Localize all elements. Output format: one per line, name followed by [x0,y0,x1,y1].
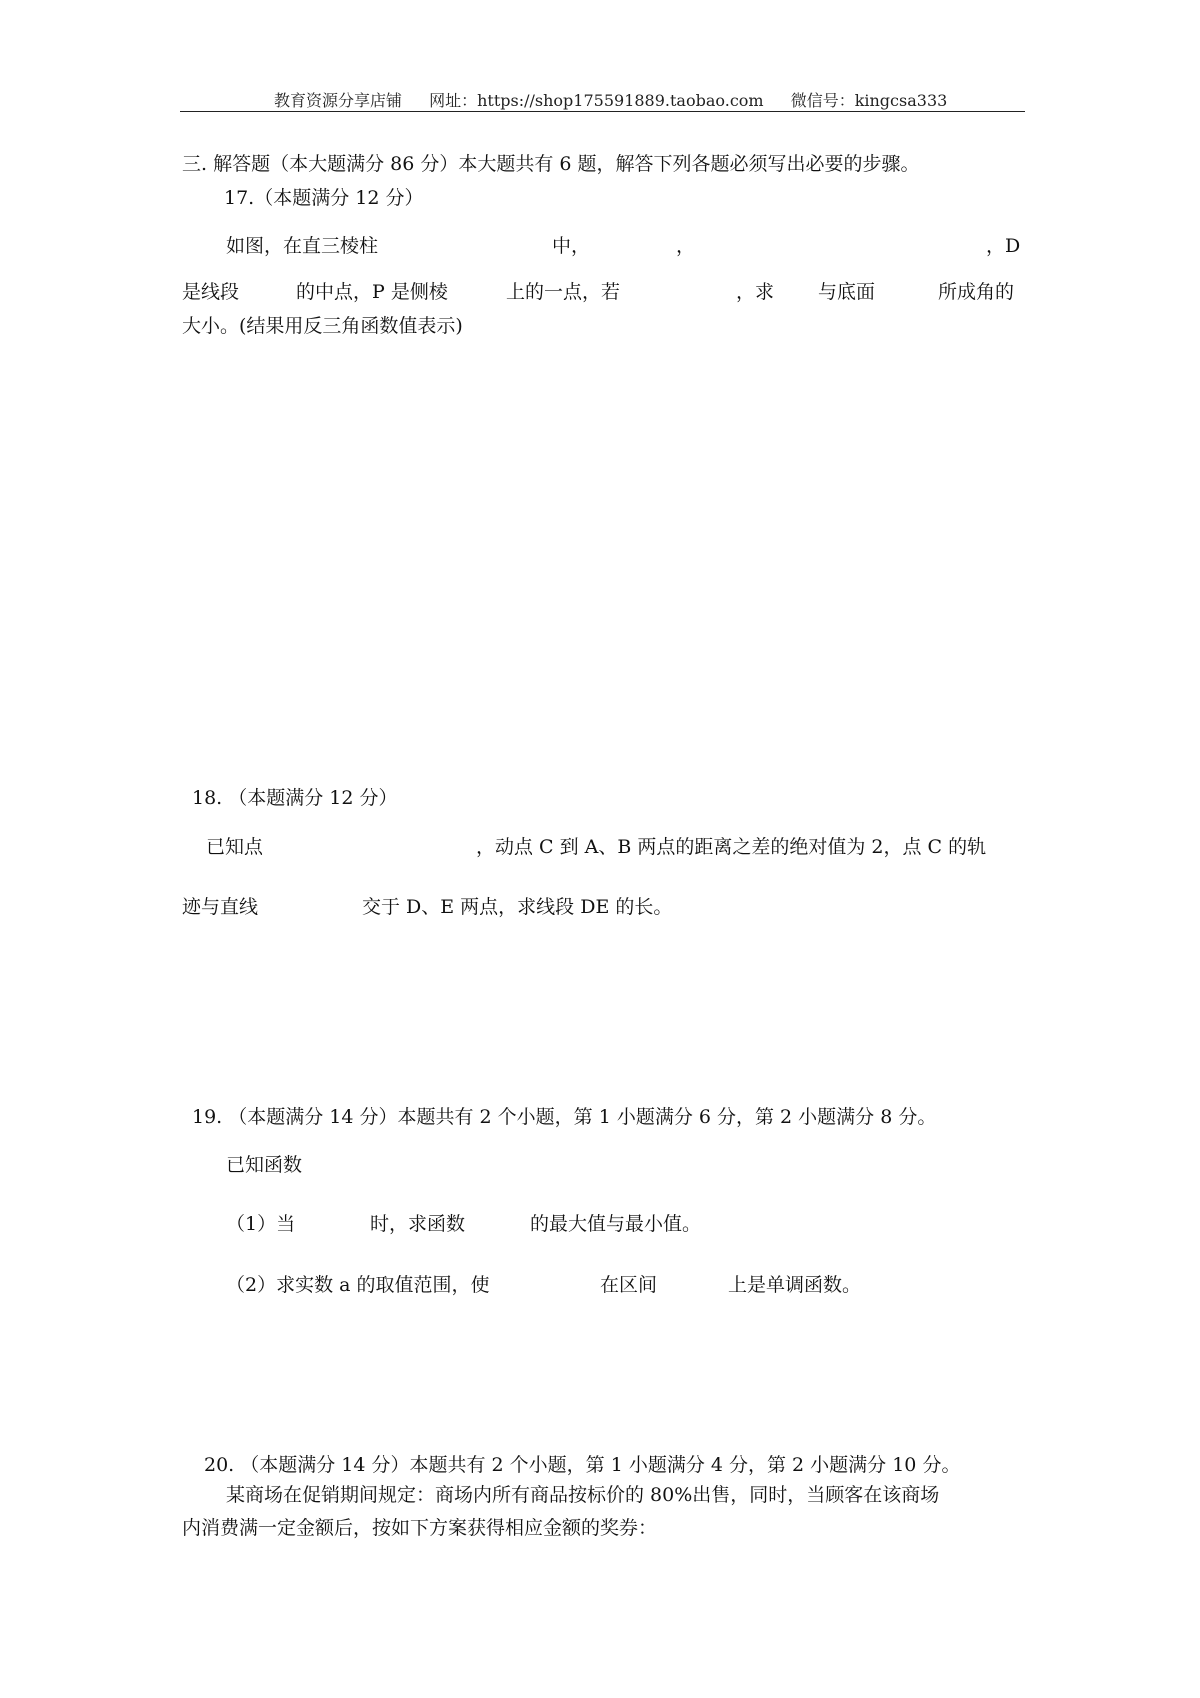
header-website: 网址：https://shop175591889.taobao.com [429,91,764,110]
q17-text: 所成角的 [938,281,1015,303]
page-header [274,88,947,111]
q17-text: ， [676,235,696,257]
q19-part1: 时，求函数 [370,1213,466,1235]
q17-text: ，求 [736,281,775,303]
q18-heading: 18. （本题满分 12 分） [192,787,398,809]
q17-text: 的中点，P 是侧棱 [296,281,448,303]
q17-text: 大小。(结果用反三角函数值表示) [182,315,463,337]
q17-text: 与底面 [818,281,876,303]
section-title: 三. 解答题（本大题满分 86 分）本大题共有 6 题，解答下列各题必须写出必要的步骤。 [182,153,920,175]
q19-part2: 上是单调函数。 [728,1274,862,1296]
q19-part1: 的最大值与最小值。 [530,1213,702,1235]
q17-text: 中， [552,235,591,257]
q17-text: 上的一点，若 [506,281,621,303]
q20-text: 某商场在促销期间规定：商场内所有商品按标价的 80%出售，同时，当顾客在该商场 [226,1484,940,1506]
q19-part2: 在区间 [600,1274,658,1296]
q19-text: 已知函数 [226,1154,303,1176]
q18-text: ，动点 C 到 A、B 两点的距离之差的绝对值为 2，点 C 的轨 [476,836,987,858]
q17-text: 是线段 [182,281,240,303]
q19-heading: 19. （本题满分 14 分）本题共有 2 个小题，第 1 小题满分 6 分，第 2 小题满分 8 分。 [192,1106,937,1128]
q18-text: 交于 D、E 两点，求线段 DE 的长。 [362,896,673,918]
q17-text: 如图，在直三棱柱 [226,235,379,257]
q20-text: 内消费满一定金额后，按如下方案获得相应金额的奖券： [182,1517,658,1539]
header-wechat: 微信号：kingcsa333 [790,91,948,110]
header-divider [180,111,1025,112]
q19-part1: （1）当 [226,1213,296,1235]
q17-text: ，D [986,235,1021,257]
q17-heading: 17.（本题满分 12 分） [224,187,424,209]
q18-text: 已知点 [206,836,264,858]
q18-text: 迹与直线 [182,896,259,918]
q20-heading: 20. （本题满分 14 分）本题共有 2 个小题，第 1 小题满分 4 分，第 2 小题满分 10 分。 [204,1454,961,1476]
q19-part2: （2）求实数 a 的取值范围，使 [226,1274,490,1296]
header-shop: 教育资源分享店铺 [274,91,403,110]
